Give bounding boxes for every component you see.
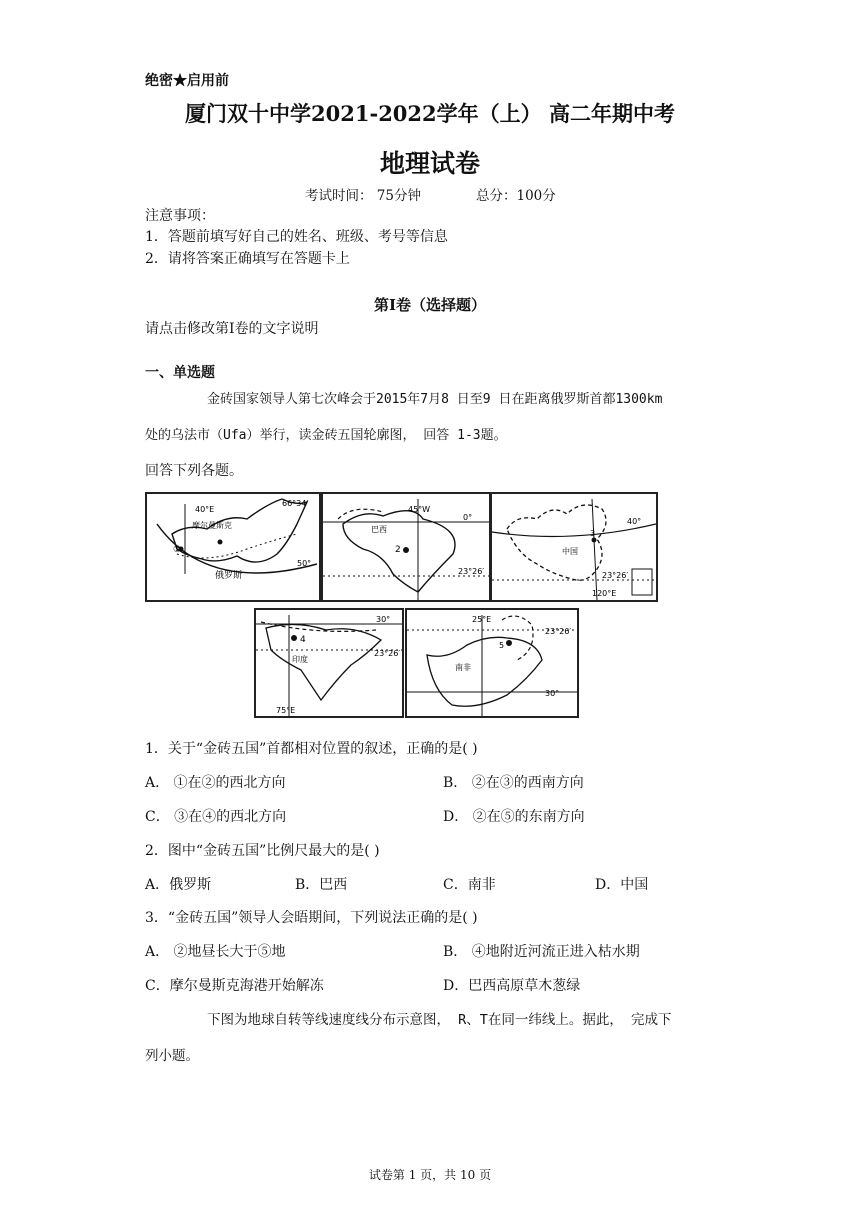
secret-label: 绝密★启用前 bbox=[145, 73, 229, 89]
exam-time: 考试时间： 75分钟 bbox=[305, 188, 421, 204]
intro-line: 金砖国家领导人第七次峰会于2015年7月8 日至9 日在距离俄罗斯首都1300km bbox=[207, 392, 663, 407]
option-a[interactable]: A． ②地昼长大于⑤地 bbox=[145, 944, 286, 960]
option-a[interactable]: A． ①在②的西北方向 bbox=[145, 775, 286, 791]
map-russia bbox=[145, 492, 321, 602]
lat-label: 23°26′ bbox=[545, 627, 572, 636]
marker-label: 5 bbox=[499, 641, 505, 650]
lon-label: 25°E bbox=[472, 615, 492, 624]
marker-label: 2 bbox=[395, 545, 401, 555]
question-stem: 3．“金砖五国”领导人会晤期间，下列说法正确的是( ) bbox=[145, 910, 478, 926]
exam-score: 总分：100分 bbox=[476, 188, 556, 204]
map-china bbox=[490, 492, 658, 602]
map-india bbox=[254, 608, 404, 718]
marker-label: ① bbox=[173, 545, 182, 555]
notice-item: 1．答题前填写好自己的姓名、班级、考号等信息 bbox=[145, 229, 448, 245]
lat-label: 23°26′ bbox=[374, 649, 401, 658]
marker-label: 4 bbox=[300, 635, 306, 645]
lat-label: 66°34′ bbox=[282, 499, 309, 508]
option-d[interactable]: D．中国 bbox=[595, 877, 649, 893]
marker-label: 3 bbox=[590, 529, 596, 538]
section-desc: 请点击修改第Ⅰ卷的文字说明 bbox=[145, 321, 319, 337]
lon-label: 120°E bbox=[592, 589, 617, 598]
part-title: 一、单选题 bbox=[145, 365, 215, 381]
passage-line: 下图为地球自转等线速度线分布示意图， R、T在同一纬线上。据此， 完成下 bbox=[207, 1012, 672, 1028]
lat-label: 23°26′ bbox=[458, 567, 485, 576]
intro-line: 回答下列各题。 bbox=[145, 463, 243, 479]
lat-label: 23°26′ bbox=[602, 571, 629, 580]
lat-label: 50° bbox=[297, 559, 312, 568]
city-label: 摩尔曼斯克 bbox=[192, 521, 232, 530]
question-stem: 1．关于“金砖五国”首都相对位置的叙述，正确的是( ) bbox=[145, 741, 478, 757]
option-c[interactable]: C．摩尔曼斯克海港开始解冻 bbox=[145, 978, 324, 994]
question-stem: 2．图中“金砖五国”比例尺最大的是( ) bbox=[145, 843, 380, 859]
passage-line: 列小题。 bbox=[145, 1048, 199, 1064]
option-d[interactable]: D．巴西高原草木葱绿 bbox=[443, 978, 581, 994]
country-label: 巴西 bbox=[371, 525, 387, 534]
section-title: 第Ⅰ卷（选择题） bbox=[373, 296, 487, 314]
map-southafrica bbox=[405, 608, 579, 718]
lat-label: 30° bbox=[376, 615, 391, 624]
lon-label: 45°W bbox=[408, 505, 431, 514]
option-c[interactable]: C． ③在④的西北方向 bbox=[145, 809, 287, 825]
lon-label: 75°E bbox=[276, 706, 296, 715]
lat-label: 40° bbox=[627, 517, 642, 526]
notice-item: 2．请将答案正确填写在答题卡上 bbox=[145, 251, 350, 267]
exam-title: 厦门双十中学2021-2022学年（上） 高二年期中考 bbox=[185, 101, 675, 126]
option-c[interactable]: C．南非 bbox=[443, 877, 496, 893]
country-label: 南非 bbox=[455, 663, 471, 672]
option-a[interactable]: A．俄罗斯 bbox=[145, 877, 212, 893]
exam-subtitle: 地理试卷 bbox=[379, 149, 480, 178]
country-label: 中国 bbox=[562, 547, 578, 556]
intro-line: 处的乌法市（Ufa）举行，读金砖五国轮廓图， 回答 1-3题。 bbox=[145, 428, 507, 443]
option-b[interactable]: B． ②在③的西南方向 bbox=[443, 775, 584, 791]
option-b[interactable]: B．巴西 bbox=[295, 877, 348, 893]
map-brazil bbox=[321, 492, 491, 602]
option-d[interactable]: D． ②在⑤的东南方向 bbox=[443, 809, 585, 825]
lon-label: 40°E bbox=[195, 505, 215, 514]
option-b[interactable]: B． ④地附近河流正进入枯水期 bbox=[443, 944, 640, 960]
country-label: 印度 bbox=[292, 655, 308, 664]
lat-label: 0° bbox=[463, 513, 473, 522]
lat-label: 30° bbox=[545, 689, 560, 698]
notice-heading: 注意事项： bbox=[145, 208, 215, 224]
page-footer: 试卷第 1 页，共 10 页 bbox=[368, 1168, 492, 1182]
country-label: 俄罗斯 bbox=[215, 571, 243, 581]
